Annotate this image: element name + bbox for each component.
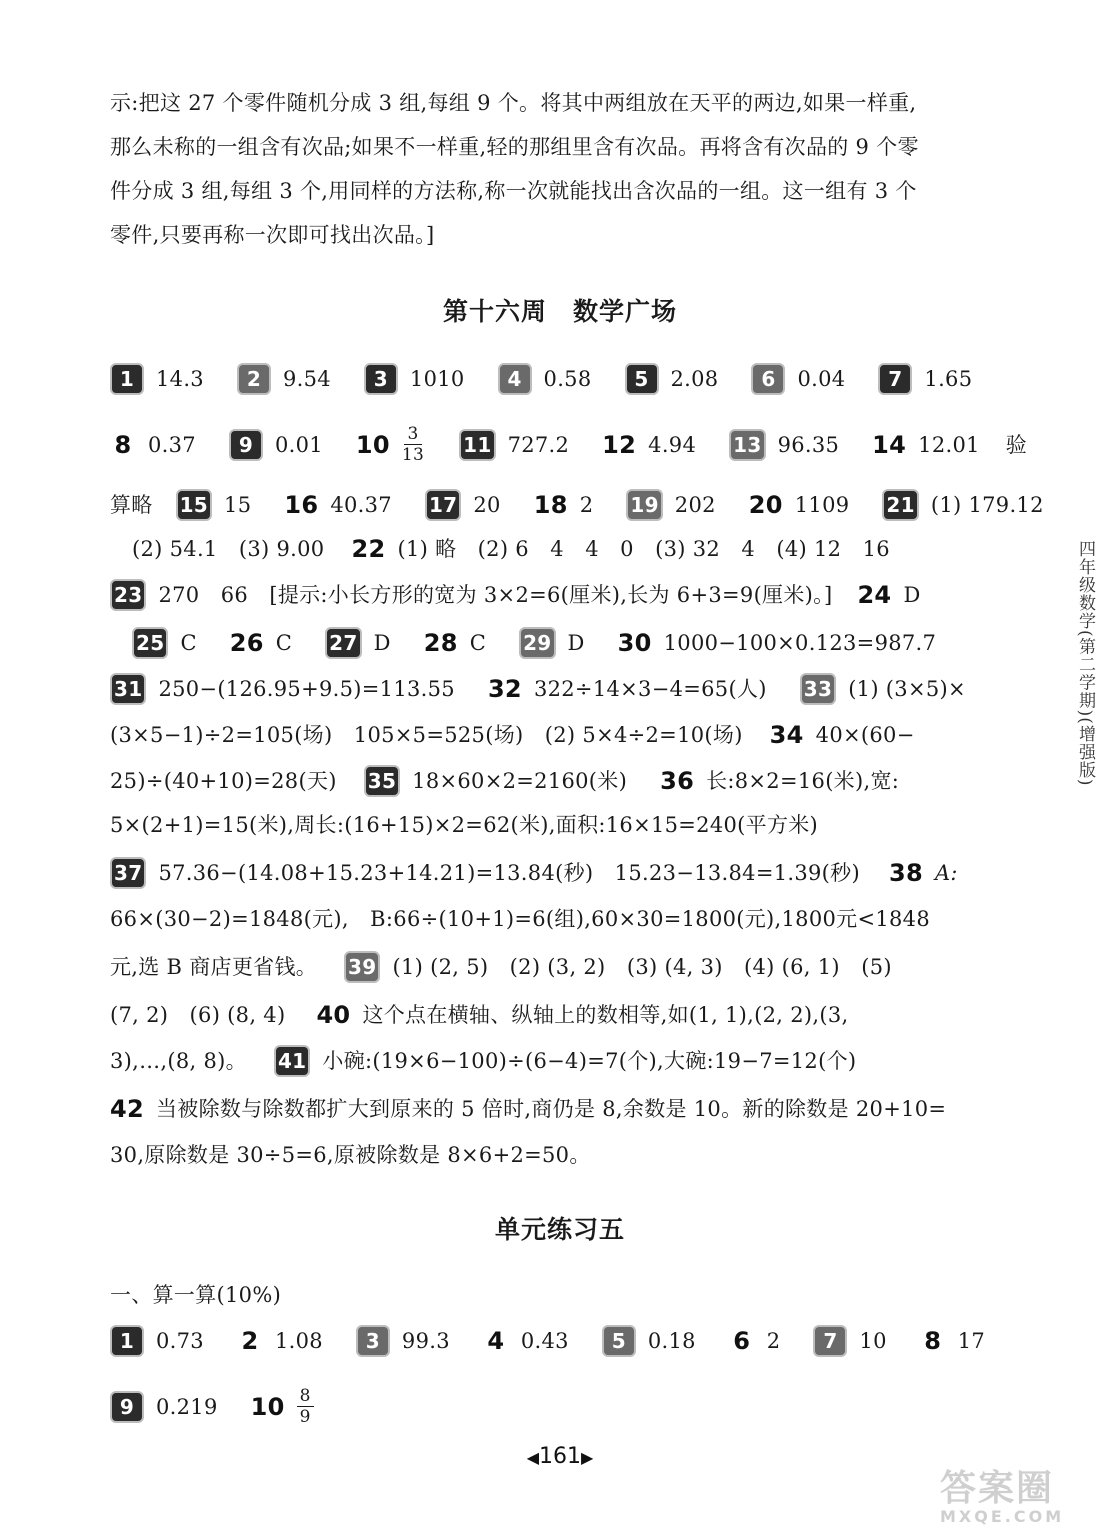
answer-row [132, 628, 936, 661]
question-number-badge: 12 [602, 430, 637, 459]
answer-value: 0.58 [543, 367, 592, 391]
question-number-badge: 38 [888, 858, 923, 887]
fraction [297, 1386, 314, 1427]
question-number-badge: 33 [800, 673, 836, 705]
answer-row [110, 674, 966, 707]
answer-value: 20 [473, 493, 501, 517]
answer-text: 元,选 B 商店更省钱。 [110, 955, 318, 979]
answer-row: 66×(30−2)=1848(元), B:66÷(10+1)=6(组),60×30=1800(元),1800元<1848 [110, 907, 931, 931]
answer-row [110, 1388, 342, 1429]
answer-value: 2 [766, 1329, 781, 1353]
side-label: 四年级数学(第二学期)(增强版) [1075, 540, 1095, 787]
question-number-badge: 22 [351, 534, 386, 563]
question-number-badge: 9 [110, 1391, 144, 1423]
answer-value: 1.65 [924, 367, 973, 391]
answer-value: 57.36−(14.08+15.23+14.21)=13.84(秒) 15.23−13.84=1.39(秒) [158, 861, 860, 885]
answer-row [132, 534, 890, 565]
answer-value: C [469, 631, 487, 655]
answer-row [110, 858, 958, 891]
answer-value: 2 [579, 493, 594, 517]
question-number-badge: 10 [355, 430, 390, 459]
answer-text: (3×5−1)÷2=105(场) 105×5=525(场) (2) 5×4÷2=10(场) [110, 723, 743, 747]
question-number-badge: 1 [110, 363, 144, 395]
answer-row [110, 364, 998, 397]
answer-text: 25)÷(40+10)=28(天) [110, 769, 337, 793]
fraction [402, 424, 424, 465]
answer-value: 0.01 [274, 433, 323, 457]
answer-value: 10 [859, 1329, 887, 1353]
answer-row: 30,原除数是 30÷5=6,原被除数是 8×6+2=50。 [110, 1143, 591, 1167]
answer-value: D [373, 631, 391, 655]
right-triangle-icon: ▶ [581, 1448, 594, 1467]
question-number-badge: 14 [872, 430, 907, 459]
question-number-badge: 8 [924, 1326, 942, 1355]
answer-value: 202 [674, 493, 716, 517]
answer-value: 2.08 [670, 367, 719, 391]
answer-row [110, 426, 1027, 467]
question-number-badge: 3 [356, 1325, 390, 1357]
question-number-badge: 23 [110, 579, 146, 611]
answer-value: 250−(126.95+9.5)=113.55 [158, 677, 455, 701]
answer-value: 当被除数与除数都扩大到原来的 5 倍时,商仍是 8,余数是 10。新的除数是 20+10= [156, 1097, 947, 1121]
question-number-badge: 2 [237, 363, 271, 395]
answer-value: D [567, 631, 585, 655]
question-number-badge: 28 [423, 628, 458, 657]
answer-row [110, 766, 899, 799]
question-number-badge: 5 [602, 1325, 636, 1357]
question-number-badge: 10 [250, 1392, 285, 1421]
question-number-badge: 30 [617, 628, 652, 657]
question-number-badge: 37 [110, 857, 146, 889]
question-number-badge: 26 [229, 628, 264, 657]
answer-value: 0.219 [156, 1395, 218, 1419]
answer-row [110, 1000, 849, 1031]
answer-value: 0.37 [148, 433, 196, 457]
answer-value: 18×60×2=2160(米) [412, 769, 628, 793]
question-number-badge: 41 [274, 1045, 310, 1077]
answer-value: 小碗:(19×6−100)÷(6−4)=7(个),大碗:19−7=12(个) [322, 1049, 857, 1073]
question-number-badge: 29 [519, 627, 555, 659]
question-number-badge: 6 [751, 363, 785, 395]
answer-value: A: [934, 861, 958, 885]
answer-value: 322÷14×3−4=65(人) [533, 677, 767, 701]
question-number-badge: 25 [132, 627, 168, 659]
section-title-unit5: 单元练习五 [494, 1215, 625, 1244]
watermark-domain: MXQE.COM [940, 1507, 1065, 1526]
question-number-badge: 24 [857, 580, 892, 609]
answer-value: 15 [224, 493, 252, 517]
question-number-badge: 42 [110, 1094, 144, 1123]
question-number-badge: 27 [325, 627, 361, 659]
answer-row [110, 490, 1044, 523]
question-number-badge: 36 [660, 766, 695, 795]
answer-value: 40.37 [330, 493, 392, 517]
answer-row [110, 720, 915, 751]
question-number-badge: 9 [229, 429, 263, 461]
answer-value: 1000−100×0.123=987.7 [663, 631, 937, 655]
answer-value: 这个点在横轴、纵轴上的数相等,如(1, 1),(2, 2),(3, [362, 1003, 849, 1027]
answer-row: 5×(2+1)=15(米),周长:(16+15)×2=62(米),面积:16×15=240(平方米) [110, 813, 819, 837]
question-number-badge: 40 [316, 1000, 351, 1029]
question-number-badge: 4 [498, 363, 532, 395]
question-number-badge: 31 [110, 673, 146, 705]
question-number-badge: 34 [769, 720, 804, 749]
question-number-badge: 20 [748, 490, 783, 519]
question-number-badge: 7 [878, 363, 912, 395]
answer-value: (1) 略 (2) 6 4 4 0 (3) 32 4 (4) 12 16 [397, 537, 890, 561]
question-number-badge: 39 [344, 951, 380, 983]
section-title-week16: 第十六周 数学广场 [442, 297, 677, 326]
answer-value: 17 [957, 1329, 986, 1353]
answer-value: 4.94 [648, 433, 697, 457]
question-number-badge: 7 [813, 1325, 847, 1357]
answer-value: 1.08 [274, 1329, 323, 1353]
answer-value: 270 66 [提示:小长方形的宽为 3×2=6(厘米),长为 6+3=9(厘米)。] [158, 583, 833, 607]
answer-value: 0.18 [647, 1329, 696, 1353]
answer-text: (7, 2) (6) (8, 4) [110, 1003, 286, 1027]
sub-heading: 一、算一算(10%) [110, 1283, 282, 1307]
question-number-badge: 32 [487, 674, 522, 703]
fraction-numerator: 3 [404, 424, 421, 445]
question-number-badge: 19 [626, 489, 662, 521]
question-number-badge: 6 [733, 1326, 751, 1355]
question-number-badge: 2 [241, 1326, 259, 1355]
question-number-badge: 1 [110, 1325, 144, 1357]
question-number-badge: 21 [882, 489, 918, 521]
answer-value: 727.2 [507, 433, 570, 457]
answer-value: (2) 54.1 (3) 9.00 [132, 537, 325, 561]
answer-text: 3),…,(8, 8)。 [110, 1049, 247, 1073]
intro-line: 零件,只要再称一次即可找出次品。] [110, 223, 435, 247]
fraction-denominator: 13 [401, 445, 425, 465]
answer-text: 算略 [110, 493, 153, 517]
answer-value: 长:8×2=16(米),宽: [706, 769, 900, 793]
answer-value: D [903, 583, 921, 607]
answer-value: (1) (2, 5) (2) (3, 2) (3) (4, 3) (4) (6, 1) (5) [392, 955, 892, 979]
page-number-value: 161 [539, 1444, 581, 1469]
answer-value: 0.04 [797, 367, 846, 391]
question-number-badge: 4 [487, 1326, 505, 1355]
answer-value: 1109 [794, 493, 850, 517]
question-number-badge: 35 [364, 765, 400, 797]
page-number [0, 1444, 1120, 1469]
answer-value: 0.73 [156, 1329, 204, 1353]
watermark-logo [940, 1470, 1110, 1530]
answer-row [110, 580, 921, 613]
intro-line: 那么未称的一组含有次品;如果不一样重,轻的那组里含有次品。再将含有次品的 9 个零 [110, 135, 919, 159]
fraction-numerator: 8 [297, 1386, 314, 1407]
answer-value: 12.01 [918, 433, 980, 457]
left-triangle-icon: ◀ [526, 1448, 539, 1467]
question-number-badge: 5 [625, 363, 659, 395]
question-number-badge: 8 [114, 430, 132, 459]
answer-row [110, 1094, 946, 1125]
answer-value: (1) 179.12 [930, 493, 1044, 517]
answer-row [110, 1046, 856, 1079]
answer-row [110, 952, 892, 985]
answer-value: 99.3 [401, 1329, 450, 1353]
intro-line: 示:把这 27 个零件随机分成 3 组,每组 9 个。将其中两组放在天平的两边,如果一样重, [110, 91, 917, 115]
answer-row [110, 1326, 1011, 1359]
fraction-denominator: 9 [299, 1407, 311, 1427]
question-number-badge: 15 [176, 489, 212, 521]
answer-value: 40×(60− [815, 723, 915, 747]
question-number-badge: 18 [533, 490, 568, 519]
question-number-badge: 17 [425, 489, 461, 521]
answer-value: 0.43 [520, 1329, 569, 1353]
question-number-badge: 13 [729, 429, 765, 461]
answer-text: 验 [1005, 433, 1028, 457]
question-number-badge: 16 [284, 490, 319, 519]
answer-value: C [275, 631, 293, 655]
answer-value: 9.54 [282, 367, 331, 391]
question-number-badge: 11 [459, 429, 495, 461]
answer-value: 1010 [409, 367, 465, 391]
answer-value: C [180, 631, 197, 655]
answer-value: (1) (3×5)× [848, 677, 966, 701]
answer-value: 14.3 [156, 367, 204, 391]
watermark-text: 答案圈 [940, 1468, 1055, 1509]
question-number-badge: 3 [364, 363, 398, 395]
answer-value: 96.35 [777, 433, 840, 457]
intro-line: 件分成 3 组,每组 3 个,用同样的方法称,称一次就能找出含次品的一组。这一组有 3 个 [110, 179, 917, 203]
